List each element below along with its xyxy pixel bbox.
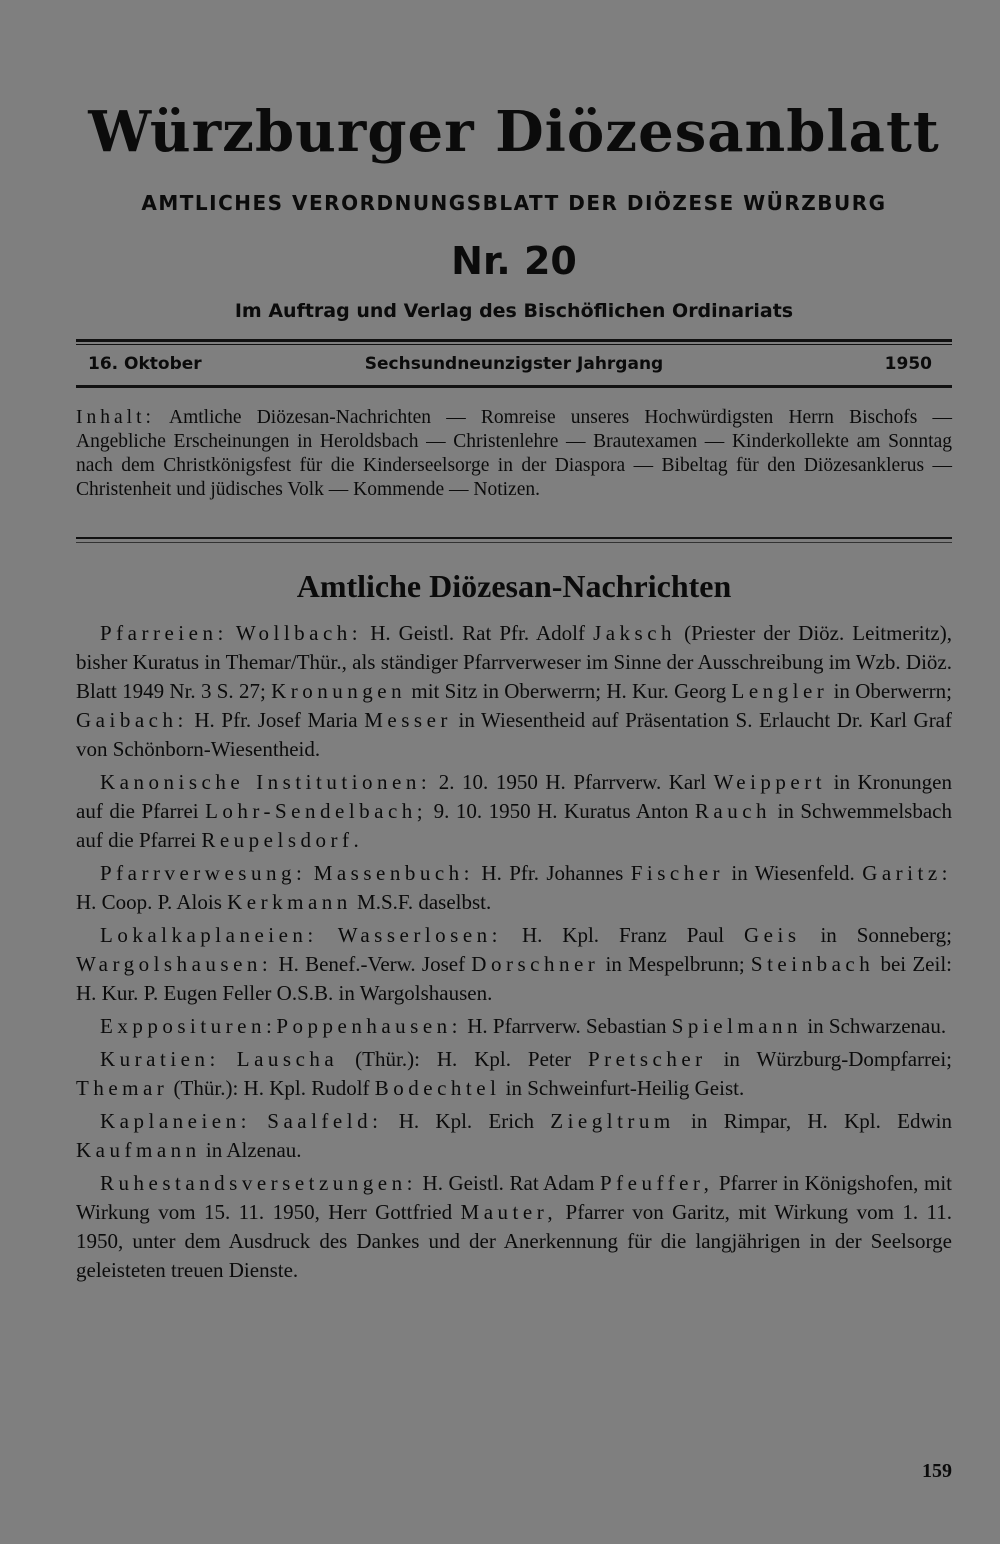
publisher-line: Im Auftrag und Verlag des Bischöflichen Ordinariats bbox=[234, 300, 794, 322]
rule-top-thin bbox=[76, 344, 952, 345]
rule-contents bbox=[76, 537, 952, 539]
rule-contents-thin bbox=[76, 542, 952, 543]
paragraph-pfarreien: Pfarreien: Wollbach: H. Geistl. Rat Pfr. Adolf Jaksch (Priester der Diöz. Leitmeritz), bisher Kuratus in Themar/Thür., als ständiger Pfarrverweser im Sinne der Ausschreibung im Wzb. Diöz. Blatt 1949 Nr. 3 S. 27; Kronungen mit Sitz in Oberwerrn; H. Kur. Georg Lengler in Oberwerrn; Gaibach: H. Pfr. Josef Maria Messer in Wiesentheid auf Präsentation S. Erlaucht Dr. Karl Graf von Schönborn-Wiesentheid. bbox=[76, 621, 953, 761]
contents-text: Amtliche Diözesan-Nachrichten — Romreise unseres Hochwürdigsten Herrn Bischofs — Angebliche Erscheinungen in Heroldsbach — Christenlehre — Brautexamen — Kinderkollekte am Sonntag nach dem Christkönigsfest für die Kinderseelsorge in der Diaspora — Bibeltag für den Diözesanklerus — Christenheit und jüdisches Volk — Kommende — Notizen. bbox=[76, 407, 952, 500]
paragraph-kaplaneien: Kaplaneien: Saalfeld: H. Kpl. Erich Ziegltrum in Rimpar, H. Kpl. Edwin Kaufmann in Alzenau. bbox=[76, 1109, 952, 1162]
masthead-subtitle: AMTLICHES VERORDNUNGSBLATT DER DIÖZESE WÜRZBURG bbox=[141, 191, 887, 215]
contents-label: Inhalt: bbox=[76, 407, 155, 428]
section-title: Amtliche Diözesan-Nachrichten bbox=[296, 568, 732, 604]
masthead-title: Würzburger Diözesanblatt bbox=[88, 99, 940, 165]
issue-date: 16. Oktober bbox=[88, 354, 202, 374]
paragraph-institutionen: Kanonische Institutionen: 2. 10. 1950 H. Pfarrverw. Karl Weippert in Kronungen auf die Pfarrei Lohr-Sendelbach; 9. 10. 1950 H. Kuratus Anton Rauch in Schwemmelsbach auf die Pfarrei Reupelsdorf. bbox=[76, 770, 952, 852]
paragraph-kuratien: Kuratien: Lauscha (Thür.): H. Kpl. Peter Pretscher in Würzburg-Dompfarrei; Themar (Thür.): H. Kpl. Rudolf Bodechtel in Schweinfurt-Heilig Geist. bbox=[76, 1047, 953, 1100]
body-text bbox=[76, 619, 952, 1289]
rule-top bbox=[76, 339, 952, 342]
paragraph-lokalkaplaneien: Lokalkaplaneien: Wasserlosen: H. Kpl. Franz Paul Geis in Sonneberg; Wargolshausen: H. Benef.-Verw. Josef Dorschner in Mespelbrunn; Steinbach bei Zeil: H. Kur. P. Eugen Feller O.S.B. in Wargolshausen. bbox=[76, 923, 952, 1005]
paragraph-expositiren: Expposituren:Poppenhausen: H. Pfarrverw. Sebastian Spielmann in Schwarzenau. bbox=[100, 1014, 947, 1038]
dateline bbox=[76, 352, 952, 376]
rule-mid bbox=[76, 385, 952, 388]
page-number: 159 bbox=[922, 1460, 952, 1482]
table-of-contents bbox=[76, 406, 952, 502]
paragraph-ruhestand: Ruhestandsversetzungen: H. Geistl. Rat Adam Pfeuffer, Pfarrer in Königshofen, mit Wirkung vom 15. 11. 1950, Herr Gottfried Mauter, Pfarrer von Garitz, mit Wirkung vom 1. 11. 1950, unter dem Ausdruck des Dankes und der Anerkennung für die langjährigen in der Seelsorge geleisteten treuen Dienste. bbox=[76, 1171, 953, 1282]
issue-year: 1950 bbox=[884, 354, 932, 374]
issue-number: Nr. 20 bbox=[451, 239, 577, 283]
paragraph-pfarrverwesung: Pfarrverwesung: Massenbuch: H. Pfr. Johannes Fischer in Wiesenfeld. Garitz: H. Coop. P. Alois Kerkmann M.S.F. daselbst. bbox=[76, 861, 952, 914]
volume-label: Sechsundneunzigster Jahrgang bbox=[364, 354, 664, 374]
